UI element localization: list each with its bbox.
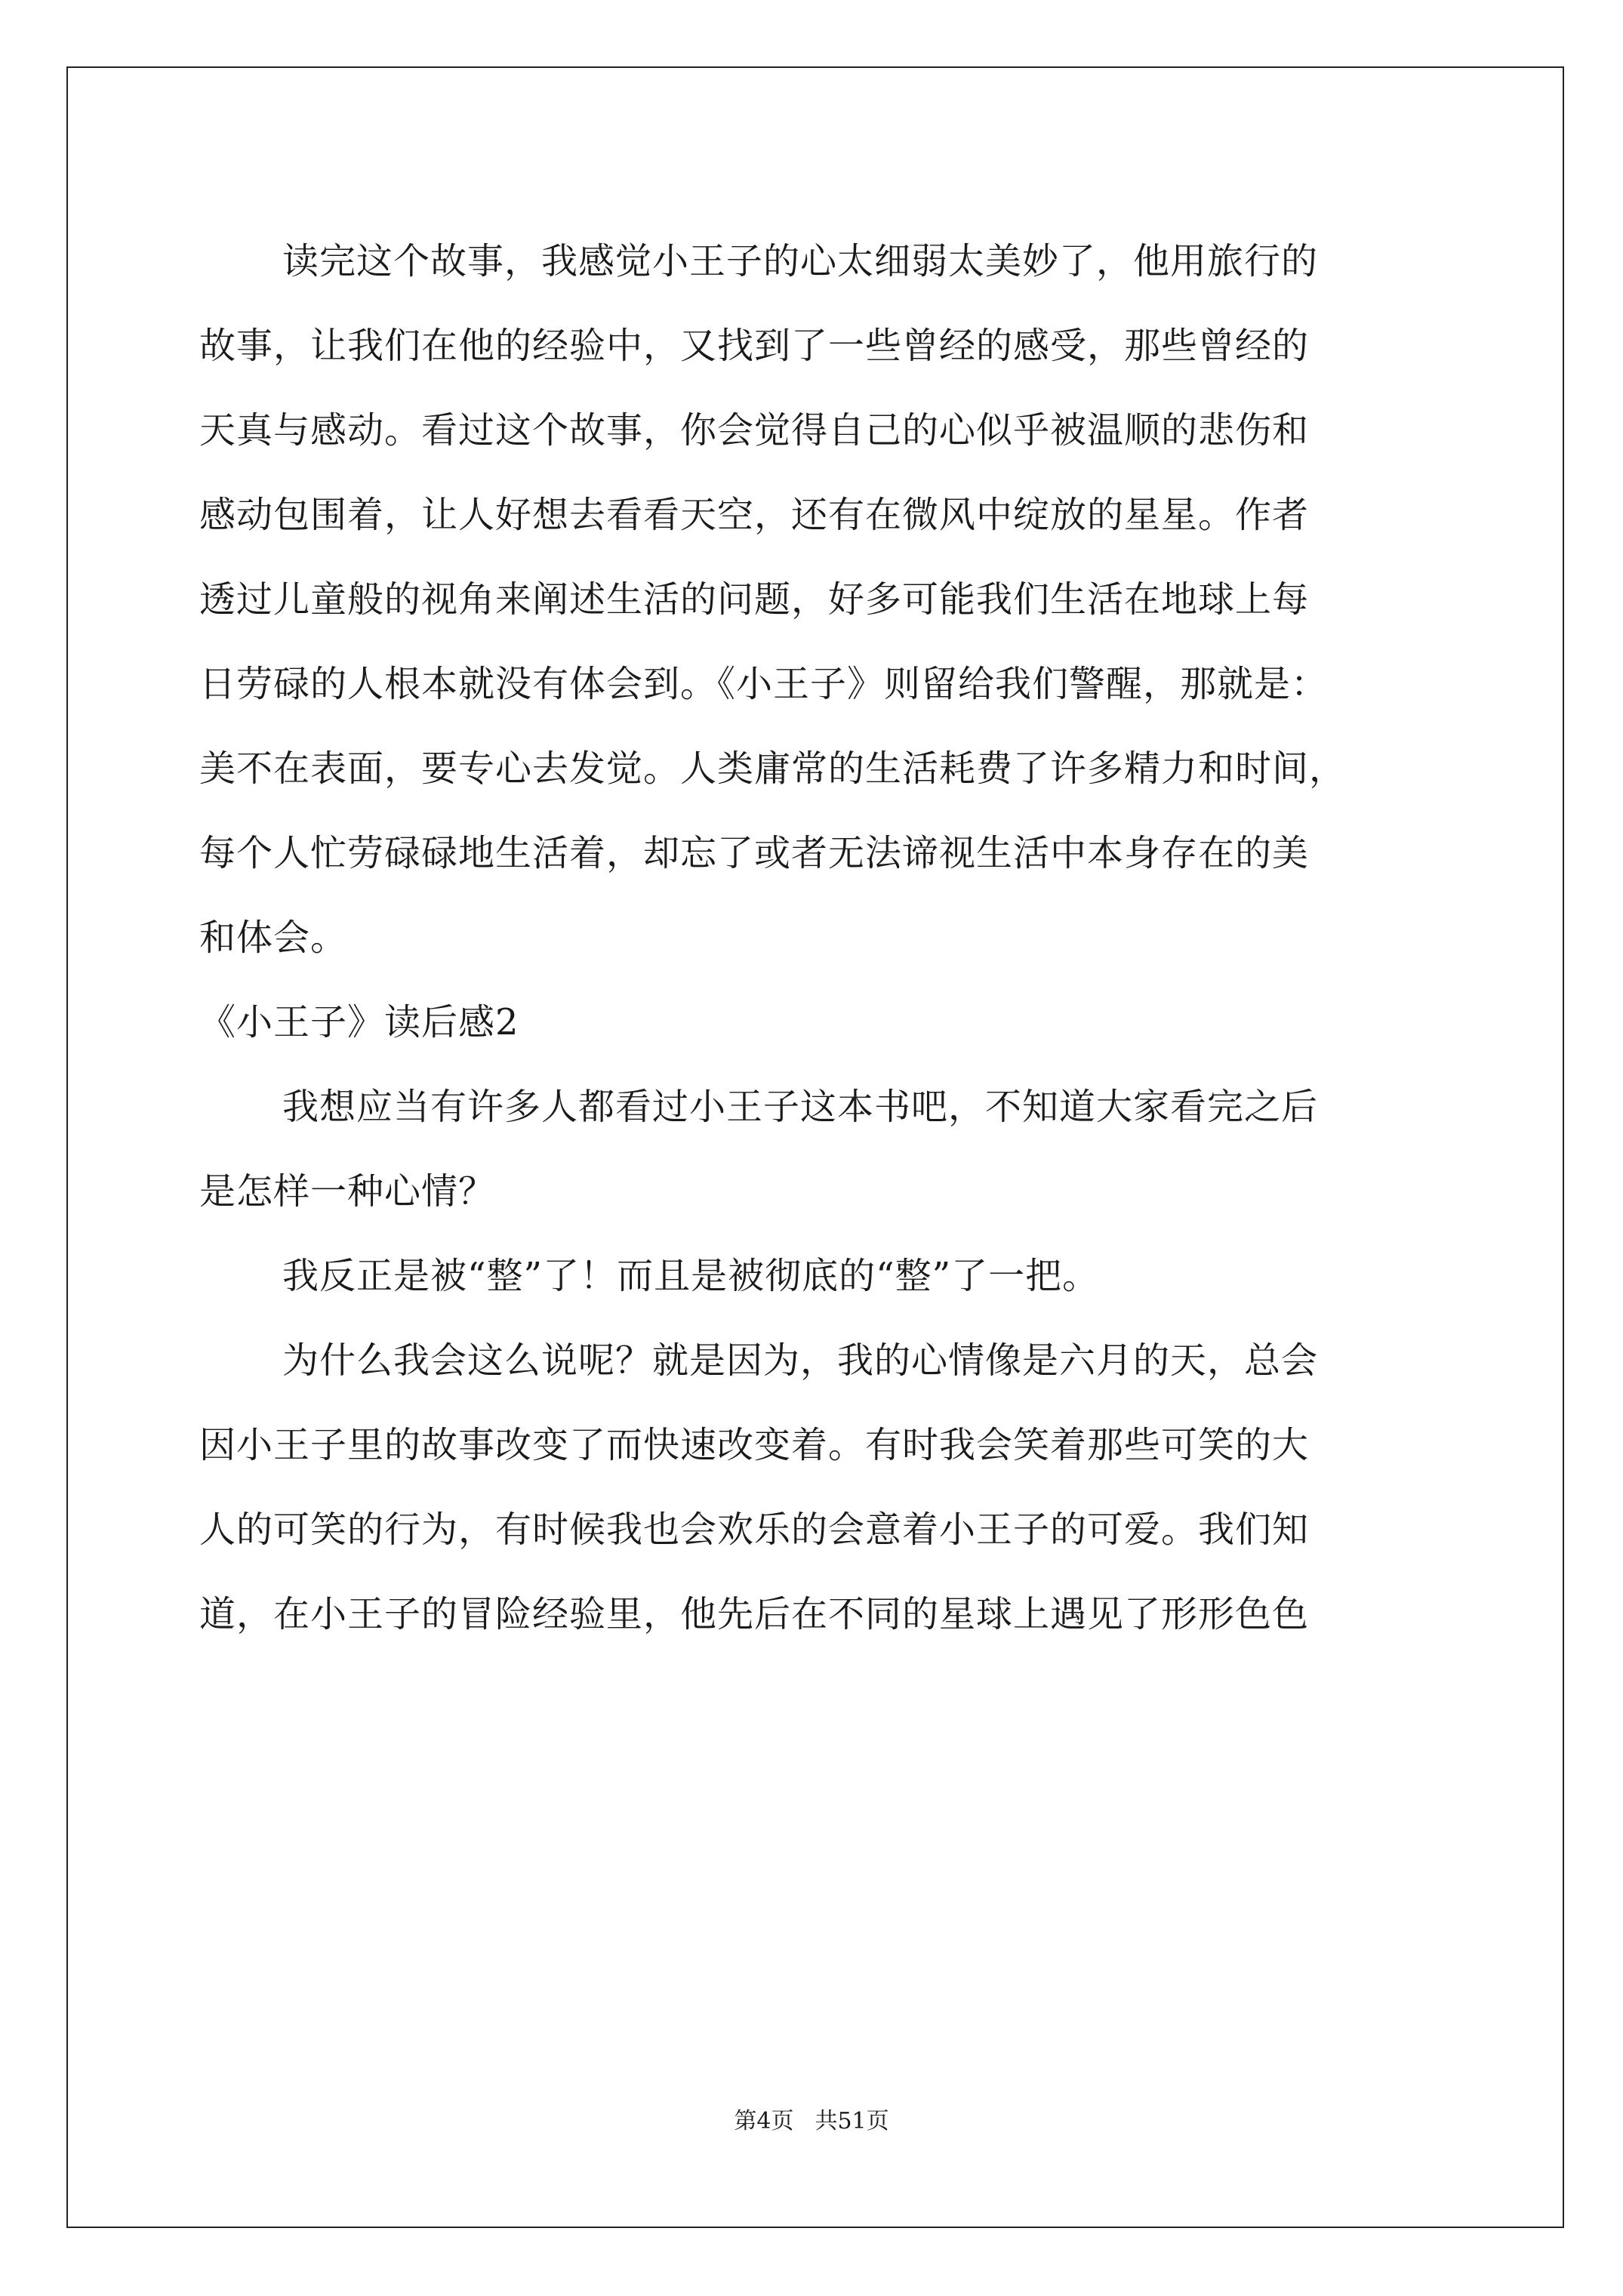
- text-line: 故事，让我们在他的经验中，又找到了一些曾经的感受，那些曾经的: [199, 325, 1310, 367]
- text-line: 我反正是被“整”了！而且是被彻底的“整”了一把。: [282, 1255, 1100, 1297]
- text-line: 和体会。: [199, 917, 348, 959]
- document-body: [199, 219, 1452, 1657]
- text-line: 每个人忙劳碌碌地生活着，却忘了或者无法谛视生活中本身存在的美: [199, 832, 1310, 874]
- page-footer: [0, 2106, 1623, 2137]
- text-line: 为什么我会这么说呢？就是因为，我的心情像是六月的天，总会: [282, 1339, 1319, 1382]
- text-line: 感动包围着，让人好想去看看天空，还有在微风中绽放的星星。作者: [199, 494, 1310, 536]
- text-line: 透过儿童般的视角来阐述生活的问题，好多可能我们生活在地球上每: [199, 578, 1310, 621]
- text-line: 人的可笑的行为，有时候我也会欢乐的会意着小王子的可爱。我们知: [199, 1509, 1310, 1551]
- page-total: 共51页: [815, 2108, 889, 2134]
- text-line: 我想应当有许多人都看过小王子这本书吧，不知道大家看完之后: [282, 1086, 1319, 1128]
- text-line: 美不在表面，要专心去发觉。人类庸常的生活耗费了许多精力和时间，: [199, 747, 1347, 790]
- text-line: 因小王子里的故事改变了而快速改变着。有时我会笑着那些可笑的大: [199, 1424, 1310, 1466]
- text-line: 读完这个故事，我感觉小王子的心太细弱太美妙了，他用旅行的: [282, 240, 1319, 282]
- text-line: 道，在小王子的冒险经验里，他先后在不同的星球上遇见了形形色色: [199, 1593, 1310, 1635]
- text-line: 是怎样一种心情？: [199, 1170, 496, 1213]
- text-line: 日劳碌的人根本就没有体会到。《小王子》则留给我们警醒，那就是：: [199, 663, 1329, 705]
- text-line: 天真与感动。看过这个故事，你会觉得自己的心似乎被温顺的悲伤和: [199, 409, 1310, 451]
- page-number: 第4页: [734, 2108, 794, 2134]
- section-heading: 《小王子》读后感2: [199, 1001, 519, 1043]
